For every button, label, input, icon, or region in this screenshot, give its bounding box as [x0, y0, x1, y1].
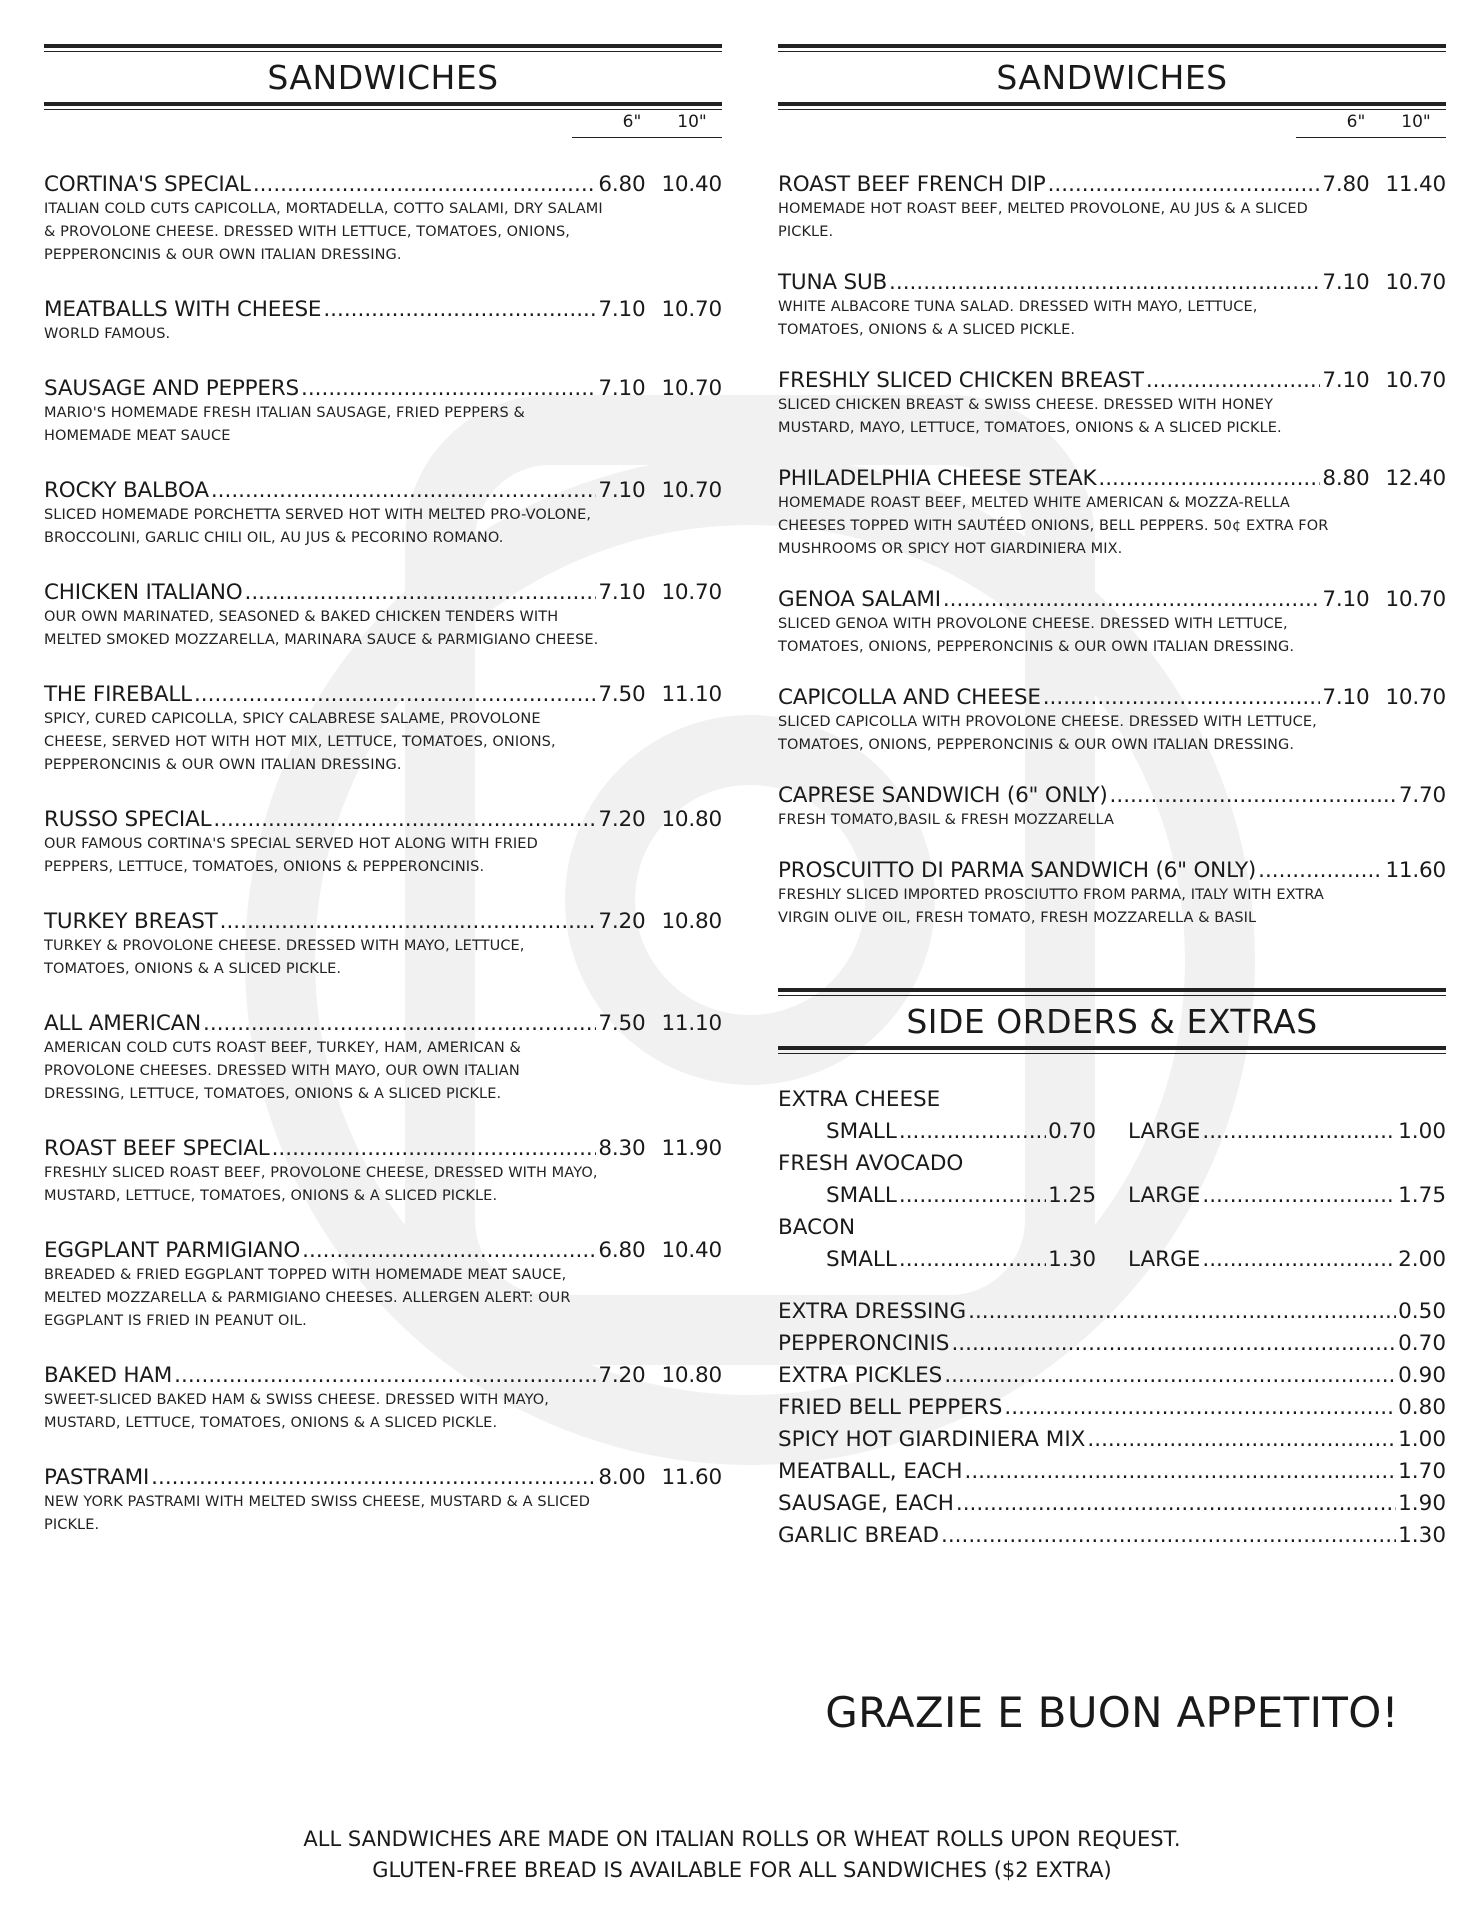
item-name: PROSCUITTO DI PARMA SANDWICH (6" ONLY)	[778, 858, 1257, 883]
price-6: 7.10	[1322, 685, 1370, 710]
size-price-row	[778, 1116, 1446, 1148]
item-prices	[598, 682, 722, 708]
item-name: CHICKEN ITALIANO	[44, 580, 243, 605]
extra-name: EXTRA DRESSING	[778, 1299, 967, 1324]
price-10: 10.80	[661, 1363, 722, 1388]
menu-item	[44, 807, 722, 879]
size-underline	[572, 137, 722, 138]
dot-leader	[1098, 466, 1320, 492]
price-6: 7.10	[598, 376, 646, 401]
item-name: SAUSAGE AND PEPPERS	[44, 376, 299, 401]
large-price	[1128, 1116, 1446, 1148]
extra-item	[778, 1520, 1446, 1552]
dot-leader	[951, 1328, 1396, 1360]
right-section-header	[778, 44, 1446, 110]
price-10: 10.70	[661, 580, 722, 605]
price-6: 7.10	[598, 478, 646, 503]
extra-name: SPICY HOT GIARDINIERA MIX	[778, 1427, 1086, 1452]
item-description: FRESHLY SLICED ROAST BEEF, PROVOLONE CHEESE, DRESSED WITH MAYO, MUSTARD, LETTUCE, TOMATOES, ONIONS & A SLICED PICKLE.	[44, 1165, 598, 1204]
price-6: 7.10	[1322, 587, 1370, 612]
price-10: 10.70	[1385, 685, 1446, 710]
extras-list	[778, 1296, 1446, 1552]
item-prices	[1322, 270, 1446, 296]
extra-price: 1.30	[1398, 1523, 1446, 1548]
dot-leader	[220, 909, 597, 935]
item-prices	[598, 1136, 722, 1162]
dot-leader	[272, 1136, 597, 1162]
section-title: SANDWICHES	[267, 58, 499, 97]
extra-name: EXTRA CHEESE	[778, 1087, 941, 1112]
item-description: HOMEMADE ROAST BEEF, MELTED WHITE AMERICAN & MOZZA-RELLA CHEESES TOPPED WITH SAUTÉED ONIONS, BELL PEPPERS. 50¢ EXTRA FOR MUSHROOMS OR SPICY HOT GIARDINIERA MIX.	[778, 495, 1329, 557]
dot-leader	[944, 1360, 1396, 1392]
item-description: SLICED CHICKEN BREAST & SWISS CHEESE. DRESSED WITH HONEY MUSTARD, MAYO, LETTUCE, TOMATOES, ONIONS & A SLICED PICKLE.	[778, 397, 1282, 436]
small-value: 1.25	[1048, 1183, 1096, 1208]
menu-item	[778, 783, 1446, 832]
dot-leader	[956, 1488, 1396, 1520]
price-6: 7.20	[598, 1363, 646, 1388]
menu-item	[778, 858, 1446, 930]
right-sandwich-column	[778, 44, 1446, 1552]
item-prices	[598, 1011, 722, 1037]
item-name: ALL AMERICAN	[44, 1011, 202, 1036]
price-10: 10.70	[661, 297, 722, 322]
menu-item	[778, 270, 1446, 342]
menu-item	[778, 466, 1446, 561]
item-description: TURKEY & PROVOLONE CHEESE. DRESSED WITH MAYO, LETTUCE, TOMATOES, ONIONS & A SLICED PICKLE.	[44, 938, 525, 977]
footer-line-1: ALL SANDWICHES ARE MADE ON ITALIAN ROLLS OR WHEAT ROLLS UPON REQUEST.	[303, 1827, 1181, 1851]
dot-leader	[1048, 172, 1321, 198]
small-price	[778, 1116, 1096, 1148]
item-prices	[598, 1238, 722, 1264]
dot-leader	[213, 807, 596, 833]
item-line	[778, 783, 1446, 809]
extra-price: 1.90	[1398, 1491, 1446, 1516]
extra-name: PEPPERONCINIS	[778, 1331, 950, 1356]
item-description: BREADED & FRIED EGGPLANT TOPPED WITH HOMEMADE MEAT SAUCE, MELTED MOZZARELLA & PARMIGIANO CHEESES. ALLERGEN ALERT: OUR EGGPLANT IS FRIED IN PEANUT OIL.	[44, 1267, 571, 1329]
dot-leader	[1146, 368, 1321, 394]
price-10: 10.70	[1385, 368, 1446, 393]
large-label: LARGE	[1128, 1247, 1201, 1272]
large-label: LARGE	[1128, 1119, 1201, 1144]
large-value: 2.00	[1398, 1247, 1446, 1272]
size-6-label: 6"	[1346, 112, 1366, 132]
item-prices	[598, 376, 722, 402]
item-description: OUR FAMOUS CORTINA'S SPECIAL SERVED HOT ALONG WITH FRIED PEPPERS, LETTUCE, TOMATOES, ONIONS & PEPPERONCINIS.	[44, 836, 538, 875]
dot-leader	[194, 682, 596, 708]
item-name: RUSSO SPECIAL	[44, 807, 212, 832]
dot-leader	[1202, 1116, 1396, 1148]
dot-leader	[941, 1520, 1396, 1552]
item-prices	[598, 807, 722, 833]
item-prices	[598, 1363, 722, 1389]
dot-leader	[244, 580, 596, 606]
menu-item	[44, 478, 722, 550]
item-description: SLICED HOMEMADE PORCHETTA SERVED HOT WITH MELTED PRO-VOLONE, BROCCOLINI, GARLIC CHILI OIL, AU JUS & PECORINO ROMANO.	[44, 507, 592, 546]
item-name: ROAST BEEF SPECIAL	[44, 1136, 270, 1161]
dot-leader	[1202, 1180, 1396, 1212]
header-rule-top	[44, 44, 722, 52]
footer-line-2: GLUTEN-FREE BREAD IS AVAILABLE FOR ALL SANDWICHES ($2 EXTRA)	[372, 1858, 1112, 1882]
price-6: 11.60	[1385, 858, 1446, 883]
item-name: CAPRESE SANDWICH (6" ONLY)	[778, 783, 1108, 808]
price-10: 11.10	[661, 1011, 722, 1036]
item-line	[44, 1238, 722, 1264]
price-6: 7.10	[1322, 270, 1370, 295]
closing-message: GRAZIE E BUON APPETITO!	[825, 1688, 1399, 1737]
small-value: 0.70	[1048, 1119, 1096, 1144]
item-description: SLICED CAPICOLLA WITH PROVOLONE CHEESE. DRESSED WITH LETTUCE, TOMATOES, ONIONS, PEPPERONCINIS & OUR OWN ITALIAN DRESSING.	[778, 714, 1317, 753]
item-description: ITALIAN COLD CUTS CAPICOLLA, MORTADELLA, COTTO SALAMI, DRY SALAMI & PROVOLONE CHEESE. DRESSED WITH LETTUCE, TOMATOES, ONIONS, PEPPERONCINIS & OUR OWN ITALIAN DRESSING.	[44, 201, 603, 263]
menu-item	[44, 1011, 722, 1106]
item-description: NEW YORK PASTRAMI WITH MELTED SWISS CHEESE, MUSTARD & A SLICED PICKLE.	[44, 1494, 591, 1533]
price-6: 6.80	[598, 172, 646, 197]
item-description: SWEET-SLICED BAKED HAM & SWISS CHEESE. DRESSED WITH MAYO, MUSTARD, LETTUCE, TOMATOES, ONIONS & A SLICED PICKLE.	[44, 1392, 550, 1431]
item-name: EGGPLANT PARMIGIANO	[44, 1238, 301, 1263]
dot-leader	[301, 376, 596, 402]
price-10: 10.70	[1385, 270, 1446, 295]
extra-name: BACON	[778, 1215, 856, 1240]
extra-price: 0.70	[1398, 1331, 1446, 1356]
extra-item	[778, 1296, 1446, 1328]
price-6: 7.10	[598, 580, 646, 605]
extra-item	[778, 1392, 1446, 1424]
extra-price: 0.50	[1398, 1299, 1446, 1324]
dot-leader	[1087, 1424, 1396, 1456]
menu-item	[44, 1465, 722, 1537]
price-6: 7.10	[1322, 368, 1370, 393]
item-line	[44, 478, 722, 504]
small-label: SMALL	[826, 1119, 897, 1144]
price-10: 10.80	[661, 807, 722, 832]
dot-leader	[253, 172, 597, 198]
price-6: 7.20	[598, 807, 646, 832]
price-10: 10.40	[661, 172, 722, 197]
header-rule-top	[778, 988, 1446, 996]
size-labels	[44, 110, 722, 138]
item-prices	[598, 909, 722, 935]
footer-note	[0, 1824, 1484, 1886]
item-line	[44, 807, 722, 833]
size-10-label: 10"	[1401, 112, 1431, 132]
price-10: 10.70	[661, 376, 722, 401]
large-price	[1128, 1244, 1446, 1276]
price-6: 7.80	[1322, 172, 1370, 197]
price-6: 8.80	[1322, 466, 1370, 491]
header-rule-bottom	[44, 102, 722, 110]
size-6-label: 6"	[622, 112, 642, 132]
item-line	[44, 909, 722, 935]
extra-name: FRIED BELL PEPPERS	[778, 1395, 1003, 1420]
item-description: AMERICAN COLD CUTS ROAST BEEF, TURKEY, HAM, AMERICAN & PROVOLONE CHEESES. DRESSED WITH MAYO, OUR OWN ITALIAN DRESSING, LETTUCE, TOMATOES, ONIONS & A SLICED PICKLE.	[44, 1040, 521, 1102]
dot-leader	[302, 1238, 596, 1264]
section-title: SIDE ORDERS & EXTRAS	[906, 1002, 1318, 1041]
price-10: 10.40	[661, 1238, 722, 1263]
extra-item	[778, 1488, 1446, 1520]
extra-name: EXTRA PICKLES	[778, 1363, 943, 1388]
item-prices	[598, 172, 722, 198]
item-prices	[598, 580, 722, 606]
menu-item	[44, 1238, 722, 1333]
item-name: GENOA SALAMI	[778, 587, 941, 612]
extra-name: FRESH AVOCADO	[778, 1151, 964, 1176]
menu-item	[778, 685, 1446, 757]
small-price	[778, 1244, 1096, 1276]
item-name: PHILADELPHIA CHEESE STEAK	[778, 466, 1097, 491]
price-10: 12.40	[1385, 466, 1446, 491]
header-rule-bottom	[778, 1046, 1446, 1054]
extra-item	[778, 1456, 1446, 1488]
item-line	[778, 858, 1446, 884]
price-10: 11.60	[661, 1465, 722, 1490]
item-description: FRESH TOMATO,BASIL & FRESH MOZZARELLA	[778, 812, 1115, 828]
extra-price: 1.70	[1398, 1459, 1446, 1484]
item-prices	[1322, 685, 1446, 711]
price-10: 10.70	[661, 478, 722, 503]
item-prices	[598, 478, 722, 504]
item-name: BAKED HAM	[44, 1363, 173, 1388]
extra-item	[778, 1360, 1446, 1392]
header-rule-top	[778, 44, 1446, 52]
item-description: WORLD FAMOUS.	[44, 326, 171, 342]
item-line	[44, 1136, 722, 1162]
dot-leader	[211, 478, 597, 504]
item-line	[44, 1363, 722, 1389]
dot-leader	[889, 270, 1320, 296]
large-value: 1.00	[1398, 1119, 1446, 1144]
size-labels	[778, 110, 1446, 138]
item-name: CORTINA'S SPECIAL	[44, 172, 251, 197]
small-label: SMALL	[826, 1183, 897, 1208]
dot-leader	[968, 1296, 1396, 1328]
item-prices	[1399, 783, 1446, 809]
dot-leader	[1043, 685, 1321, 711]
price-6: 7.20	[598, 909, 646, 934]
price-6: 7.50	[598, 1011, 646, 1036]
price-6: 7.10	[598, 297, 646, 322]
price-10: 10.70	[1385, 587, 1446, 612]
sized-extras	[778, 1084, 1446, 1276]
menu-item	[44, 682, 722, 777]
large-value: 1.75	[1398, 1183, 1446, 1208]
item-line	[778, 368, 1446, 394]
item-prices	[598, 297, 722, 323]
large-label: LARGE	[1128, 1183, 1201, 1208]
item-name: THE FIREBALL	[44, 682, 192, 707]
menu-item	[44, 1363, 722, 1435]
price-6: 8.00	[598, 1465, 646, 1490]
dot-leader	[203, 1011, 596, 1037]
item-name: ROAST BEEF FRENCH DIP	[778, 172, 1046, 197]
item-line	[44, 297, 722, 323]
item-line	[44, 682, 722, 708]
price-6: 8.30	[598, 1136, 646, 1161]
dot-leader	[174, 1363, 596, 1389]
small-price	[778, 1180, 1096, 1212]
dot-leader	[1258, 858, 1383, 884]
dot-leader	[1110, 783, 1397, 809]
section-title: SANDWICHES	[996, 58, 1228, 97]
side-orders-section	[778, 988, 1446, 1552]
size-price-row	[778, 1180, 1446, 1212]
item-prices	[598, 1465, 722, 1491]
dot-leader	[1004, 1392, 1396, 1424]
price-6: 7.70	[1398, 783, 1446, 808]
item-name: TUNA SUB	[778, 270, 888, 295]
item-name: ROCKY BALBOA	[44, 478, 209, 503]
menu-item	[44, 580, 722, 652]
item-description: SPICY, CURED CAPICOLLA, SPICY CALABRESE SALAME, PROVOLONE CHEESE, SERVED HOT WITH HOT MIX, LETTUCE, TOMATOES, ONIONS, PEPPERONCINIS & OUR OWN ITALIAN DRESSING.	[44, 711, 556, 773]
dot-leader	[151, 1465, 596, 1491]
item-name: PASTRAMI	[44, 1465, 150, 1490]
size-10-label: 10"	[677, 112, 707, 132]
item-description: WHITE ALBACORE TUNA SALAD. DRESSED WITH MAYO, LETTUCE, TOMATOES, ONIONS & A SLICED PICKLE.	[778, 299, 1258, 338]
item-description: FRESHLY SLICED IMPORTED PROSCIUTTO FROM PARMA, ITALY WITH EXTRA VIRGIN OLIVE OIL, FRESH TOMATO, FRESH MOZZARELLA & BASIL	[778, 887, 1324, 926]
item-prices	[1385, 858, 1446, 884]
price-10: 11.40	[1385, 172, 1446, 197]
item-line	[44, 1011, 722, 1037]
dot-leader	[1202, 1244, 1396, 1276]
price-10: 11.10	[661, 682, 722, 707]
menu-item	[44, 376, 722, 448]
large-price	[1128, 1180, 1446, 1212]
price-6: 6.80	[598, 1238, 646, 1263]
item-description: SLICED GENOA WITH PROVOLONE CHEESE. DRESSED WITH LETTUCE, TOMATOES, ONIONS, PEPPERONCINIS & OUR OWN ITALIAN DRESSING.	[778, 616, 1295, 655]
price-10: 11.90	[661, 1136, 722, 1161]
item-prices	[1322, 368, 1446, 394]
menu-item	[44, 909, 722, 981]
header-rule-bottom	[778, 102, 1446, 110]
item-line	[778, 466, 1446, 492]
left-section-header	[44, 44, 722, 110]
item-line	[44, 376, 722, 402]
item-description: OUR OWN MARINATED, SEASONED & BAKED CHICKEN TENDERS WITH MELTED SMOKED MOZZARELLA, MARINARA SAUCE & PARMIGIANO CHEESE.	[44, 609, 599, 648]
item-line	[778, 270, 1446, 296]
extra-price: 1.00	[1398, 1427, 1446, 1452]
extra-name: GARLIC BREAD	[778, 1523, 940, 1548]
size-underline	[1296, 137, 1446, 138]
item-name: MEATBALLS WITH CHEESE	[44, 297, 322, 322]
right-item-list	[778, 172, 1446, 930]
menu-item	[44, 297, 722, 346]
item-prices	[1322, 587, 1446, 613]
item-name: CAPICOLLA AND CHEESE	[778, 685, 1041, 710]
item-line	[44, 580, 722, 606]
extra-price: 0.90	[1398, 1363, 1446, 1388]
size-price-row	[778, 1244, 1446, 1276]
item-prices	[1322, 172, 1446, 198]
dot-leader	[899, 1244, 1046, 1276]
sides-section-header	[778, 988, 1446, 1054]
item-line	[778, 685, 1446, 711]
left-item-list	[44, 172, 722, 1537]
dot-leader	[943, 587, 1321, 613]
item-name: TURKEY BREAST	[44, 909, 218, 934]
left-sandwich-column	[44, 44, 722, 1537]
extra-price: 0.80	[1398, 1395, 1446, 1420]
dot-leader	[323, 297, 596, 323]
menu-item	[44, 1136, 722, 1208]
menu-item	[778, 587, 1446, 659]
item-line	[44, 1465, 722, 1491]
item-prices	[1322, 466, 1446, 492]
menu-item	[778, 368, 1446, 440]
item-line	[778, 172, 1446, 198]
item-name: FRESHLY SLICED CHICKEN BREAST	[778, 368, 1144, 393]
extra-item	[778, 1424, 1446, 1456]
dot-leader	[899, 1180, 1046, 1212]
small-label: SMALL	[826, 1247, 897, 1272]
price-6: 7.50	[598, 682, 646, 707]
extra-item	[778, 1328, 1446, 1360]
extra-name: MEATBALL, EACH	[778, 1459, 963, 1484]
item-description: HOMEMADE HOT ROAST BEEF, MELTED PROVOLONE, AU JUS & A SLICED PICKLE.	[778, 201, 1308, 240]
item-line	[44, 172, 722, 198]
menu-item	[44, 172, 722, 267]
menu-item	[778, 172, 1446, 244]
price-10: 10.80	[661, 909, 722, 934]
dot-leader	[964, 1456, 1396, 1488]
item-description: MARIO'S HOMEMADE FRESH ITALIAN SAUSAGE, FRIED PEPPERS & HOMEMADE MEAT SAUCE	[44, 405, 525, 444]
small-value: 1.30	[1048, 1247, 1096, 1272]
dot-leader	[899, 1116, 1046, 1148]
item-line	[778, 587, 1446, 613]
extra-name: SAUSAGE, EACH	[778, 1491, 954, 1516]
